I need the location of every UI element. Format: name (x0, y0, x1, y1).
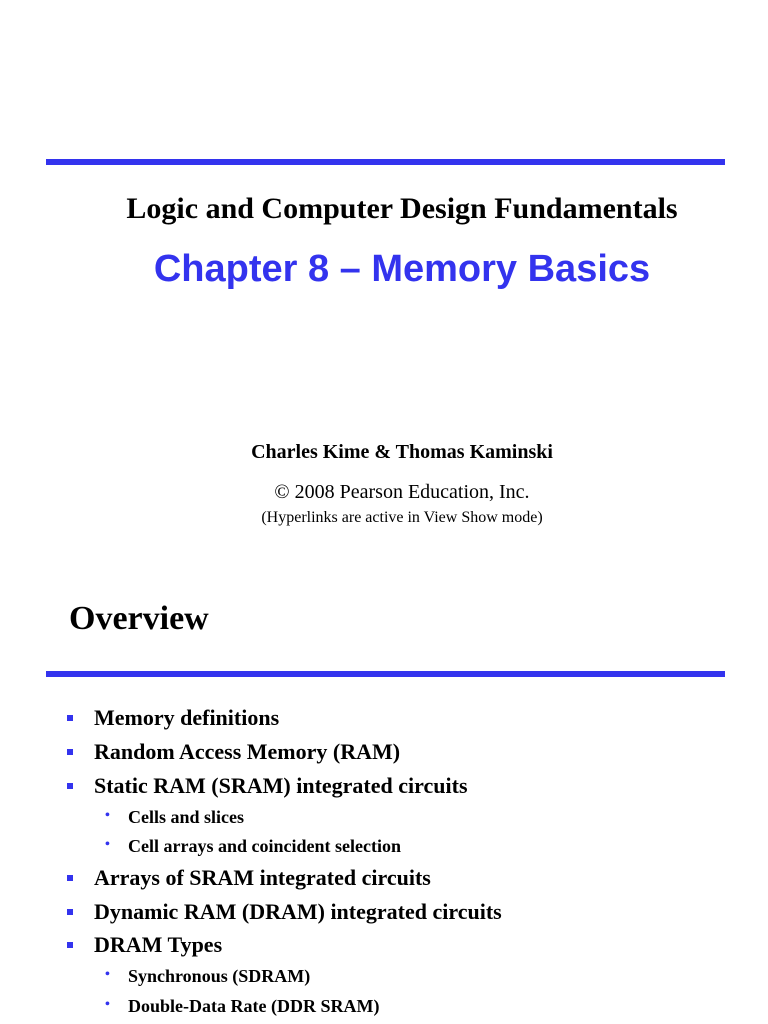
list-item-text: Dynamic RAM (DRAM) integrated circuits (94, 899, 502, 924)
square-bullet-icon (67, 875, 73, 881)
course-title: Logic and Computer Design Fundamentals (126, 192, 678, 225)
overview-divider-line (46, 671, 725, 677)
hyperlink-note: (Hyperlinks are active in View Show mode) (261, 509, 543, 526)
square-bullet-icon (67, 783, 73, 789)
dot-bullet-icon: • (105, 808, 110, 823)
dot-bullet-icon: • (105, 837, 110, 852)
chapter-title: Chapter 8 – Memory Basics (153, 248, 651, 290)
copyright-notice: © 2008 Pearson Education, Inc. (274, 481, 530, 503)
list-item-text: DRAM Types (94, 932, 223, 957)
list-item-text: Memory definitions (94, 705, 280, 730)
title-divider-line (46, 159, 725, 165)
square-bullet-icon (67, 749, 73, 755)
square-bullet-icon (67, 715, 73, 721)
list-item-text: Double-Data Rate (DDR SRAM) (128, 996, 380, 1016)
list-item-text: Cell arrays and coincident selection (128, 836, 401, 856)
list-item-text: Cells and slices (128, 807, 245, 827)
list-item-text: Static RAM (SRAM) integrated circuits (94, 773, 468, 798)
list-item-text: Random Access Memory (RAM) (94, 739, 401, 764)
list-item-text: Synchronous (SDRAM) (128, 966, 311, 986)
square-bullet-icon (67, 909, 73, 915)
overview-heading: Overview (69, 600, 209, 637)
dot-bullet-icon: • (105, 967, 110, 982)
list-item-text: Arrays of SRAM integrated circuits (94, 865, 431, 890)
square-bullet-icon (67, 942, 73, 948)
dot-bullet-icon: • (105, 997, 110, 1012)
authors: Charles Kime & Thomas Kaminski (251, 441, 553, 463)
